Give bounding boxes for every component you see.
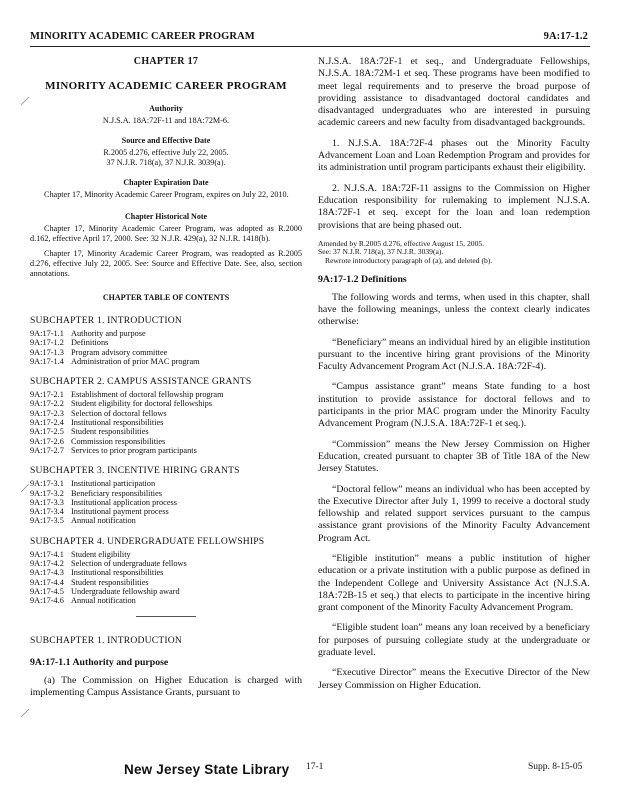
toc-item[interactable]: 9A:17-2.6 Commission responsibilities	[30, 436, 166, 446]
margin-mark-icon	[20, 708, 30, 718]
numbered-item: 1. N.J.S.A. 18A:72F-4 phases out the Minority Faculty Advancement Loan and Loan Redemption Program and provides for its administration until program participants exhaust their eligibility.	[318, 137, 590, 174]
paragraph: The following words and terms, when used in this chapter, shall have the following meanings, unless the context clearly indicates otherwise:	[318, 291, 590, 328]
source-text: R.2005 d.276, effective July 22, 2005.	[103, 148, 229, 157]
page-footer	[0, 762, 618, 782]
toc-item[interactable]: 9A:17-2.7 Services to prior program participants	[30, 445, 197, 455]
toc-item[interactable]: 9A:17-2.3 Selection of doctoral fellows	[30, 408, 167, 418]
section-heading: 9A:17-1.2 Definitions	[318, 273, 407, 285]
toc-item[interactable]: 9A:17-1.1 Authority and purpose	[30, 329, 146, 338]
toc-item[interactable]: 9A:17-2.1 Establishment of doctoral fellowship program	[30, 390, 224, 400]
left-column	[30, 56, 302, 707]
library-watermark: New Jersey State Library	[124, 762, 290, 777]
definition: “Doctoral fellow” means an individual who has been accepted by the Executive Director after July 1, 1999 to receive a doctoral study fellowship and related support services pursuant to the campus assistance grant provisions of the Minority Faculty Advancement Program Act.	[318, 483, 590, 544]
toc-item[interactable]: 9A:17-2.5 Student responsibilities	[30, 427, 149, 437]
paragraph: (a) The Commission on Higher Education is charged with implementing Campus Assistance Grants, pursuant to	[30, 674, 302, 698]
expiration-heading: Chapter Expiration Date	[123, 178, 209, 187]
toc-item[interactable]: 9A:17-3.1 Institutional participation	[30, 479, 156, 489]
toc-item[interactable]: 9A:17-3.2 Beneficiary responsibilities	[30, 488, 163, 498]
page-number: 17-1	[306, 762, 324, 772]
definition: “Executive Director” means the Executive Director of the New Jersey Commission on Higher Education.	[318, 667, 590, 691]
toc-item[interactable]: 9A:17-3.5 Annual notification	[30, 516, 136, 526]
toc-item[interactable]: 9A:17-4.6 Annual notification	[30, 596, 136, 606]
toc-subchapter	[30, 465, 302, 525]
amendment-line: See: 37 N.J.R. 718(a), 37 N.J.R. 3039(a).	[318, 247, 444, 257]
definition: “Beneficiary” means an individual hired by an eligible institution pursuant to the incentive hiring grant provisions of the Minority Faculty Advancement Program Act (N.J.S.A. 18A:72F-4).	[318, 336, 590, 373]
definition: “Eligible student loan” means any loan received by a beneficiary for purposes of pursuing collegiate study at the undergraduate or graduate level.	[318, 622, 590, 659]
toc-item[interactable]: 9A:17-2.4 Institutional responsibilities	[30, 418, 164, 428]
section-divider	[136, 616, 196, 617]
margin-mark-icon	[20, 96, 30, 106]
subchapter-heading: SUBCHAPTER 1. INTRODUCTION	[30, 634, 183, 646]
definition: “Campus assistance grant” means State funding to a host institution to provide assistance for doctoral fellows and to participants in the prior MAC program under the Minority Faculty Advancement Program (N.J.S.A. 18A:72F-1 et seq.).	[318, 381, 590, 430]
amendment-note	[318, 240, 590, 266]
toc-subchapter-title: SUBCHAPTER 4. UNDERGRADUATE FELLOWSHIPS	[30, 535, 265, 547]
toc-item[interactable]: 9A:17-1.2 Definitions	[30, 338, 109, 348]
header-section-number: 9A:17-1.2	[543, 31, 588, 42]
source-heading: Source and Effective Date	[121, 136, 211, 145]
toc-subchapter	[30, 536, 302, 606]
running-header	[30, 31, 588, 45]
definition: “Eligible institution” means a public institution of higher education or a private institution with a public purpose as defined in the Independent College and University Assistance Act (N.J.S.A. 18A:72B-15 et seq.) that elects to participate in the incentive hiring grant component of the Minority Faculty Advancement Program.	[318, 552, 590, 614]
section-heading: 9A:17-1.1 Authority and purpose	[30, 656, 169, 668]
history-heading: Chapter Historical Note	[124, 212, 208, 221]
header-rule	[30, 46, 590, 47]
toc-subchapter-title: SUBCHAPTER 1. INTRODUCTION	[30, 315, 183, 326]
history-text: Chapter 17, Minority Academic Career Program, was readopted as R.2005 d.276, effective July 22, 2005. See: Source and Effective Date. See, also, section annotations.	[30, 249, 302, 278]
chapter-title: MINORITY ACADEMIC CAREER PROGRAM	[45, 80, 287, 92]
expiration-text: Chapter 17, Minority Academic Career Program, expires on July 22, 2010.	[44, 190, 289, 199]
amendment-line: Rewrote introductory paragraph of (a), and deleted (b).	[325, 256, 493, 266]
toc-item[interactable]: 9A:17-1.3 Program advisory committee	[30, 347, 168, 357]
toc-item[interactable]: 9A:17-4.3 Institutional responsibilities	[30, 568, 164, 578]
toc-heading: CHAPTER TABLE OF CONTENTS	[102, 293, 230, 302]
toc-subchapter-title: SUBCHAPTER 2. CAMPUS ASSISTANCE GRANTS	[30, 376, 252, 388]
numbered-item: 2. N.J.S.A. 18A:72F-11 assigns to the Commission on Higher Education responsibility for rulemaking to implement N.J.S.A. 18A:72F-1 et seq. except for the loan and loan redemption provisions that are being phased out.	[318, 182, 590, 231]
toc-item[interactable]: 9A:17-3.3 Institutional application process	[30, 497, 177, 507]
header-title: MINORITY ACADEMIC CAREER PROGRAM	[30, 31, 255, 42]
supplement-date: Supp. 8-15-05	[528, 762, 583, 772]
chapter-number: CHAPTER 17	[133, 56, 199, 67]
toc-item[interactable]: 9A:17-4.5 Undergraduate fellowship award	[30, 586, 180, 596]
authority-heading: Authority	[149, 104, 183, 113]
toc-item[interactable]: 9A:17-3.4 Institutional payment process	[30, 507, 169, 517]
paragraph: N.J.S.A. 18A:72F-1 et seq., and Undergraduate Fellowships, N.J.S.A. 18A:72M-1 et seq. These programs have been modified to meet legal requirements and to preserve the broad purpose of providing assistance to disadvantaged doctoral candidates and disadvantaged undergraduates who are interested in pursuing academic careers and new faculty from disadvantaged backgrounds.	[318, 56, 590, 129]
right-column	[318, 56, 590, 700]
definition: “Commission” means the New Jersey Commission on Higher Education, created pursuant to chapter 3B of Title 18A of the New Jersey Statutes.	[318, 438, 590, 475]
history-text: Chapter 17, Minority Academic Career Program, was adopted as R.2000 d.162, effective April 17, 2000. See: 32 N.J.R. 429(a), 32 N.J.R. 1418(b).	[30, 224, 302, 243]
toc-item[interactable]: 9A:17-2.2 Student eligibility for doctoral fellowships	[30, 399, 213, 409]
toc-subchapter	[30, 376, 302, 455]
toc-subchapter-title: SUBCHAPTER 3. INCENTIVE HIRING GRANTS	[30, 465, 240, 477]
source-citation: 37 N.J.R. 718(a), 37 N.J.R. 3039(a).	[106, 158, 226, 167]
amendment-line: Amended by R.2005 d.276, effective August 15, 2005.	[318, 238, 485, 248]
toc-item[interactable]: 9A:17-4.2 Selection of undergraduate fellows	[30, 559, 187, 569]
toc-item[interactable]: 9A:17-1.4 Administration of prior MAC program	[30, 356, 200, 366]
margin-mark-icon	[20, 483, 30, 493]
authority-text: N.J.S.A. 18A:72F-11 and 18A:72M-6.	[102, 116, 230, 125]
toc-subchapter	[30, 315, 302, 366]
toc-item[interactable]: 9A:17-4.4 Student responsibilities	[30, 577, 149, 587]
toc-item[interactable]: 9A:17-4.1 Student eligibility	[30, 549, 131, 559]
